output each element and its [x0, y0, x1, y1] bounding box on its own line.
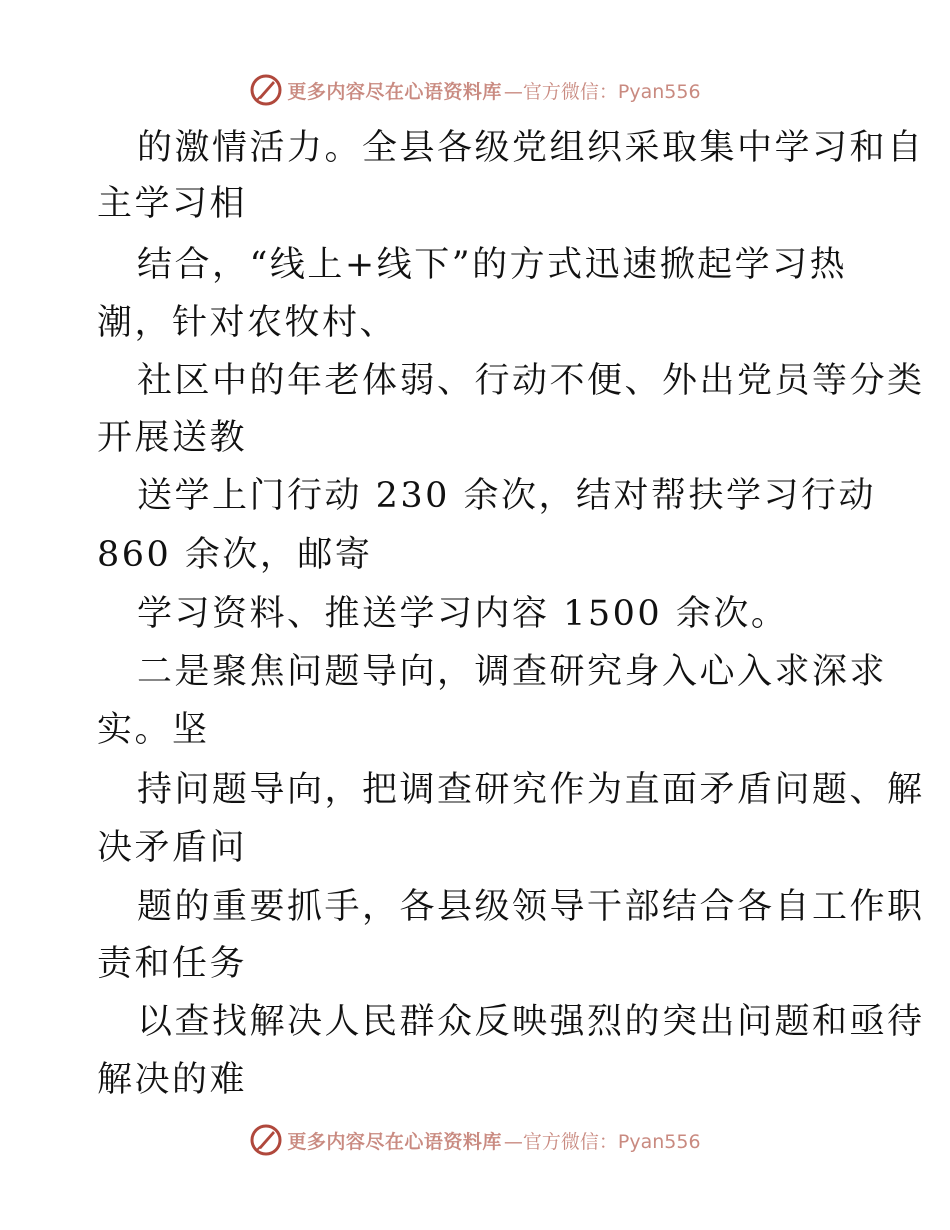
text-line: 实。坚 — [97, 710, 210, 750]
footer-banner-text: 更多内容尽在心语资料库 — [287, 1130, 502, 1153]
text-line: 学习资料、推送学习内容 1500 余次。 — [137, 594, 789, 634]
text-line: 潮，针对农牧村、 — [97, 303, 398, 343]
header-banner-text: 更多内容尽在心语资料库 — [287, 80, 502, 103]
text-line: 结合，“线上+线下”的方式迅速掀起学习热 — [137, 245, 848, 285]
text-line: 开展送教 — [97, 418, 248, 458]
footer-banner — [0, 1120, 950, 1160]
text-line: 社区中的年老体弱、行动不便、外出党员等分类 — [137, 361, 925, 401]
text-line: 二是聚焦问题导向，调查研究身入心入求深求 — [137, 652, 888, 692]
text-line: 860 余次，邮寄 — [97, 535, 373, 575]
text-line: 主学习相 — [97, 184, 248, 224]
text-line: 责和任务 — [97, 944, 248, 984]
text-line: 解决的难 — [97, 1060, 248, 1100]
text-line: 的激情活力。全县各级党组织采取集中学习和自 — [137, 128, 925, 168]
text-line: 题的重要抓手，各县级领导干部结合各自工作职 — [137, 887, 925, 927]
quill-logo-icon — [249, 1123, 283, 1157]
footer-banner-contact: —官方微信：Pyan556 — [503, 1130, 701, 1153]
header-banner-contact: —官方微信：Pyan556 — [503, 80, 701, 103]
text-line: 以查找解决人民群众反映强烈的突出问题和亟待 — [137, 1002, 925, 1042]
text-line: 送学上门行动 230 余次，结对帮扶学习行动 — [137, 476, 877, 516]
text-line: 决矛盾问 — [97, 828, 248, 868]
text-line: 持问题导向，把调查研究作为直面矛盾问题、解 — [137, 770, 925, 810]
